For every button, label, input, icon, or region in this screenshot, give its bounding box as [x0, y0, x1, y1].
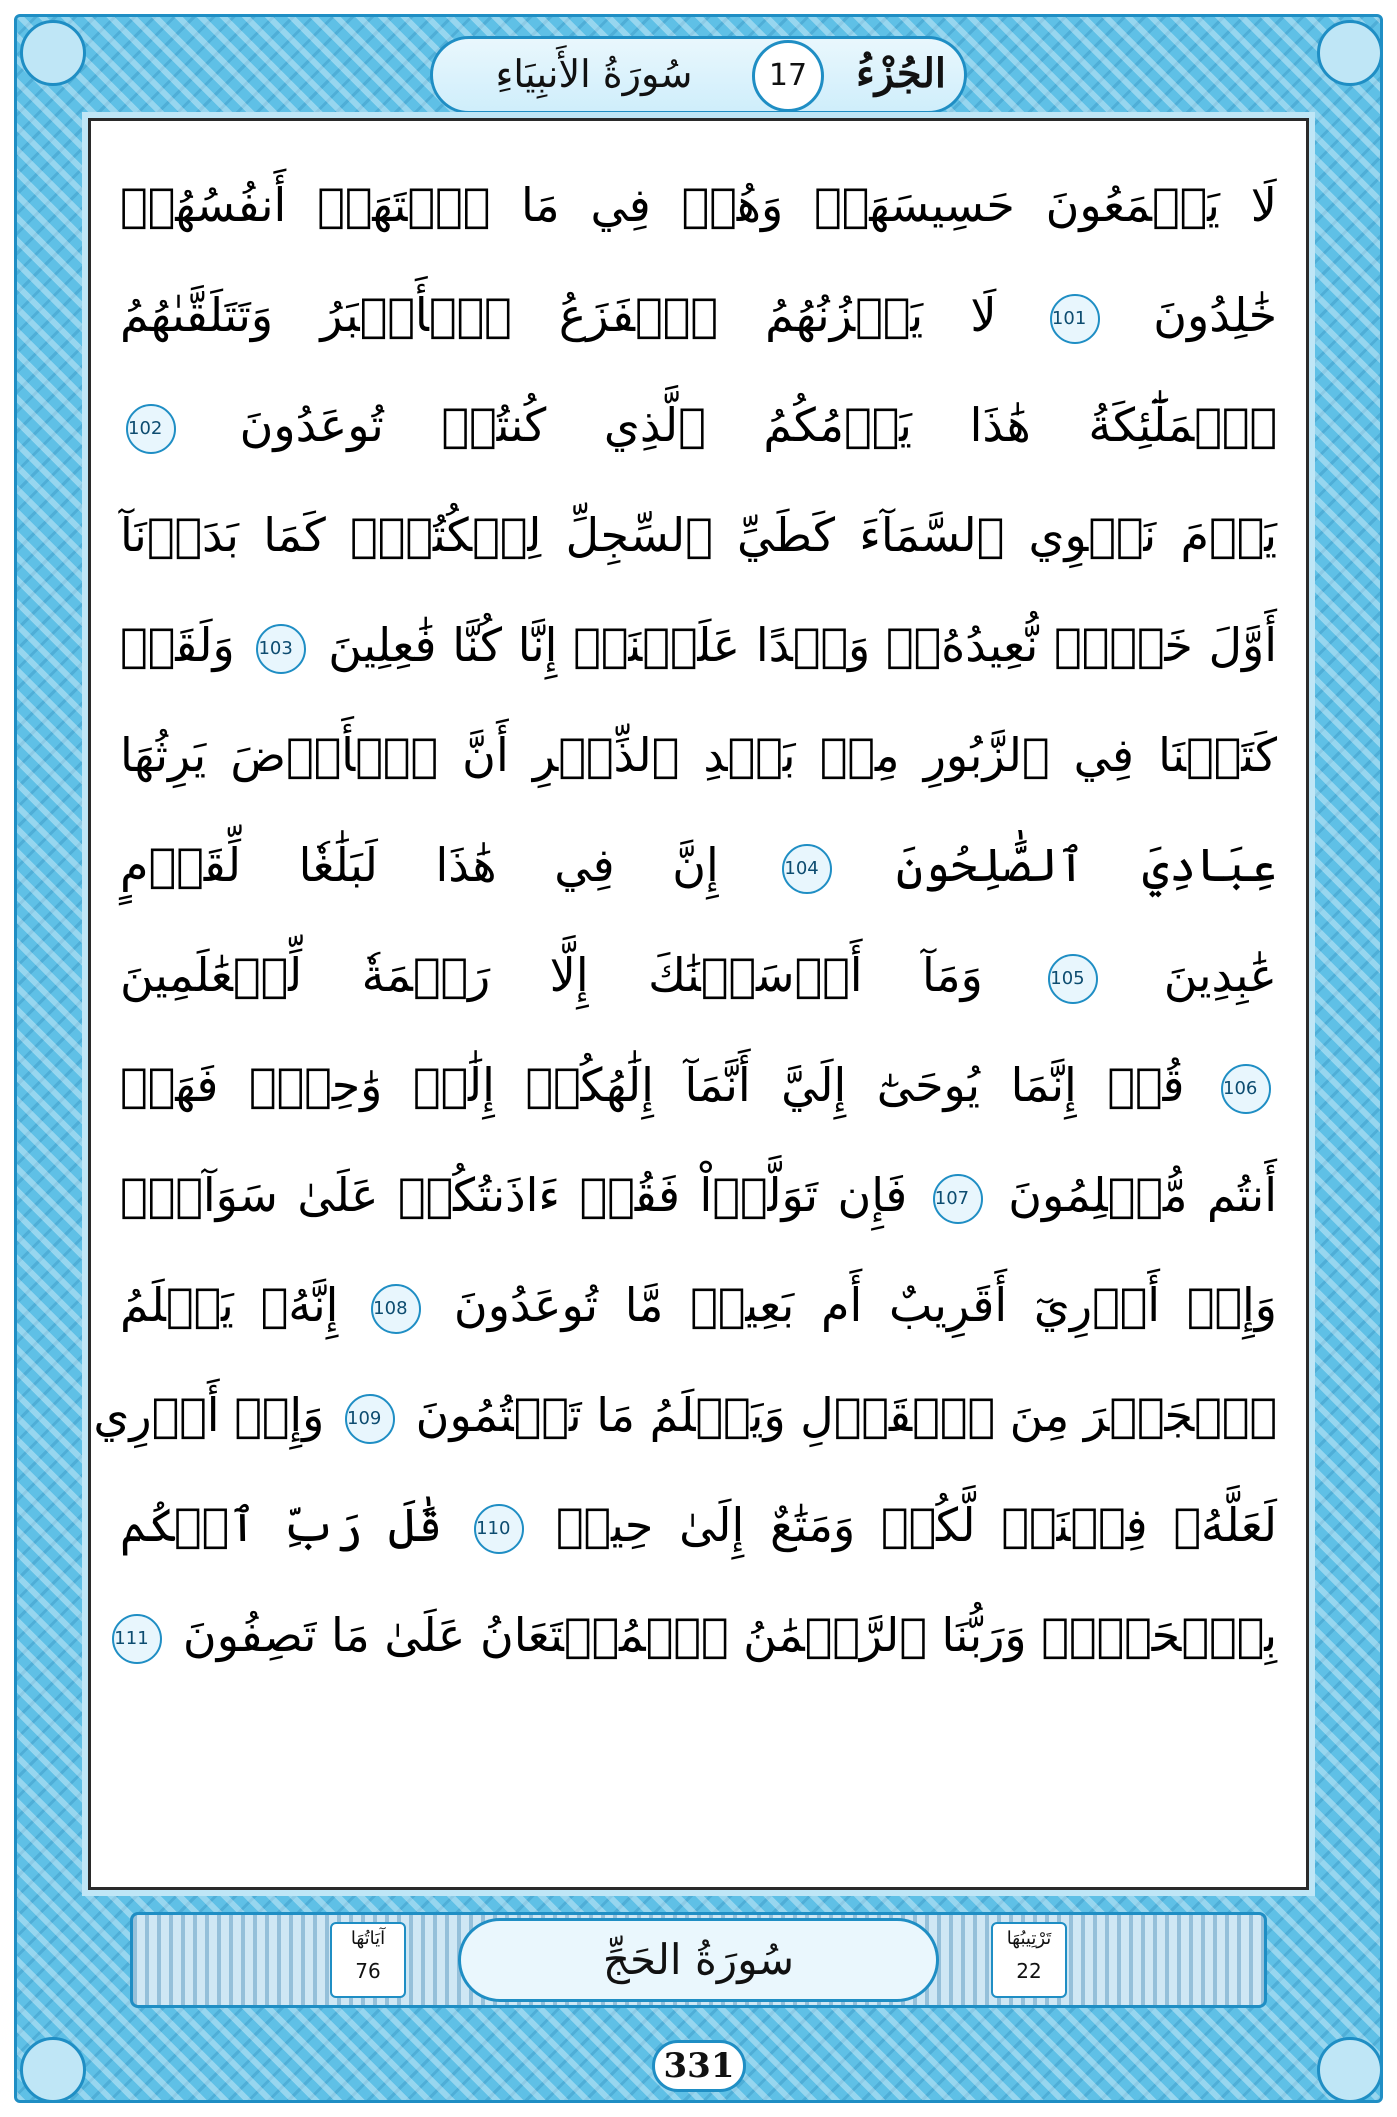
- verse-line-1: لَا يَسۡمَعُونَ حَسِيسَهَاۖ وَهُمۡ فِي مَا ٱشۡتَهَتۡ أَنفُسُهُمۡ: [120, 178, 1277, 232]
- ayah-number-marker: 106: [1221, 1064, 1271, 1114]
- verse-line-3: ٱلۡمَلَٰٓئِكَةُ هَٰذَا يَوۡمُكُمُ ٱلَّذِي كُنتُمۡ تُوعَدُونَ 102: [128, 398, 1278, 452]
- ayah-number-marker: 107: [933, 1174, 983, 1224]
- verse-lines: [93, 150, 1278, 1690]
- verse-line-13: لَعَلَّهُۥ فِتۡنَةٞ لَّكُمۡ وَمَتَٰعٌ إِلَىٰ حِينٖ 110 قَٰلَ رَبِّ ٱحۡكُم: [120, 1498, 1278, 1552]
- ayah-number-marker: 102: [126, 404, 176, 454]
- next-surah-title: سُورَةُ الحَجِّ: [458, 1918, 939, 2002]
- verse-line-5: أَوَّلَ خَلۡقٖ نُّعِيدُهُۥۚ وَعۡدًا عَلَيۡنَآۚ إِنَّا كُنَّا فَٰعِلِينَ 103 وَلَقَدۡ: [120, 618, 1278, 672]
- juz-number-badge: 17: [752, 40, 824, 112]
- verse-line-9: 106 قُلۡ إِنَّمَا يُوحَىٰٓ إِلَيَّ أَنَّمَآ إِلَٰهُكُمۡ إِلَٰهٞ وَٰحِدٞۖ فَهَلۡ: [120, 1030, 1277, 1140]
- ayah-number-marker: 111: [112, 1614, 162, 1664]
- corner-ornament-top-left: [20, 20, 86, 86]
- ayat-count-box: [330, 1922, 406, 1998]
- verse-line-14: بِٱلۡحَقِّۗ وَرَبُّنَا ٱلرَّحۡمَٰنُ ٱلۡمُسۡتَعَانُ عَلَىٰ مَا تَصِفُونَ 111: [114, 1608, 1277, 1662]
- page-number: 331: [652, 2040, 746, 2092]
- ayat-count-label: آيَاتُهَا: [350, 1928, 386, 1949]
- corner-ornament-bottom-right: [1317, 2037, 1383, 2103]
- ayah-number-marker: 103: [256, 624, 306, 674]
- ayah-number-marker: 110: [474, 1504, 524, 1554]
- verse-line-7: عِبَادِيَ ٱلصَّٰلِحُونَ 104 إِنَّ فِي هَٰذَا لَبَلَٰغٗا لِّقَوۡمٍ: [120, 838, 1278, 892]
- verse-line-11: وَإِنۡ أَدۡرِيٓ أَقَرِيبٌ أَم بَعِيدٞ مَّا تُوعَدُونَ 108 إِنَّهُۥ يَعۡلَمُ: [120, 1278, 1277, 1332]
- surah-title: سُورَةُ الأَنبِيَاءِ: [495, 52, 693, 96]
- ayah-number-marker: 101: [1050, 294, 1100, 344]
- ayah-number-marker: 104: [782, 844, 832, 894]
- ayah-number-marker: 105: [1048, 954, 1098, 1004]
- corner-ornament-bottom-left: [20, 2037, 86, 2103]
- juz-label: الجُزْءُ: [856, 50, 946, 97]
- verse-line-6: كَتَبۡنَا فِي ٱلزَّبُورِ مِنۢ بَعۡدِ ٱلذِّكۡرِ أَنَّ ٱلۡأَرۡضَ يَرِثُهَا: [120, 728, 1277, 782]
- surah-order-label: تَرْتِيبُهَا: [1006, 1928, 1052, 1949]
- verse-line-8: عَٰبِدِينَ 105 وَمَآ أَرۡسَلۡنَٰكَ إِلَّا رَحۡمَةٗ لِّلۡعَٰلَمِينَ: [120, 948, 1277, 1002]
- corner-ornament-top-right: [1317, 20, 1383, 86]
- surah-order-value: 22: [1016, 1959, 1042, 1983]
- verse-line-2: خَٰلِدُونَ 101 لَا يَحۡزُنُهُمُ ٱلۡفَزَعُ ٱلۡأَكۡبَرُ وَتَتَلَقَّىٰهُمُ: [120, 288, 1278, 342]
- verse-line-12: ٱلۡجَهۡرَ مِنَ ٱلۡقَوۡلِ وَيَعۡلَمُ مَا تَكۡتُمُونَ 109 وَإِنۡ أَدۡرِي: [93, 1388, 1277, 1442]
- verse-line-4: يَوۡمَ نَطۡوِي ٱلسَّمَآءَ كَطَيِّ ٱلسِّجِلِّ لِلۡكُتُبِۚ كَمَا بَدَأۡنَآ: [120, 508, 1277, 562]
- verse-line-10: أَنتُم مُّسۡلِمُونَ 107 فَإِن تَوَلَّوۡاْ فَقُلۡ ءَاذَنتُكُمۡ عَلَىٰ سَوَآءٖۖ: [120, 1168, 1278, 1222]
- ayah-number-marker: 109: [345, 1394, 395, 1444]
- ayah-number-marker: 108: [371, 1284, 421, 1334]
- surah-order-box: [991, 1922, 1067, 1998]
- ayat-count-value: 76: [355, 1959, 381, 1983]
